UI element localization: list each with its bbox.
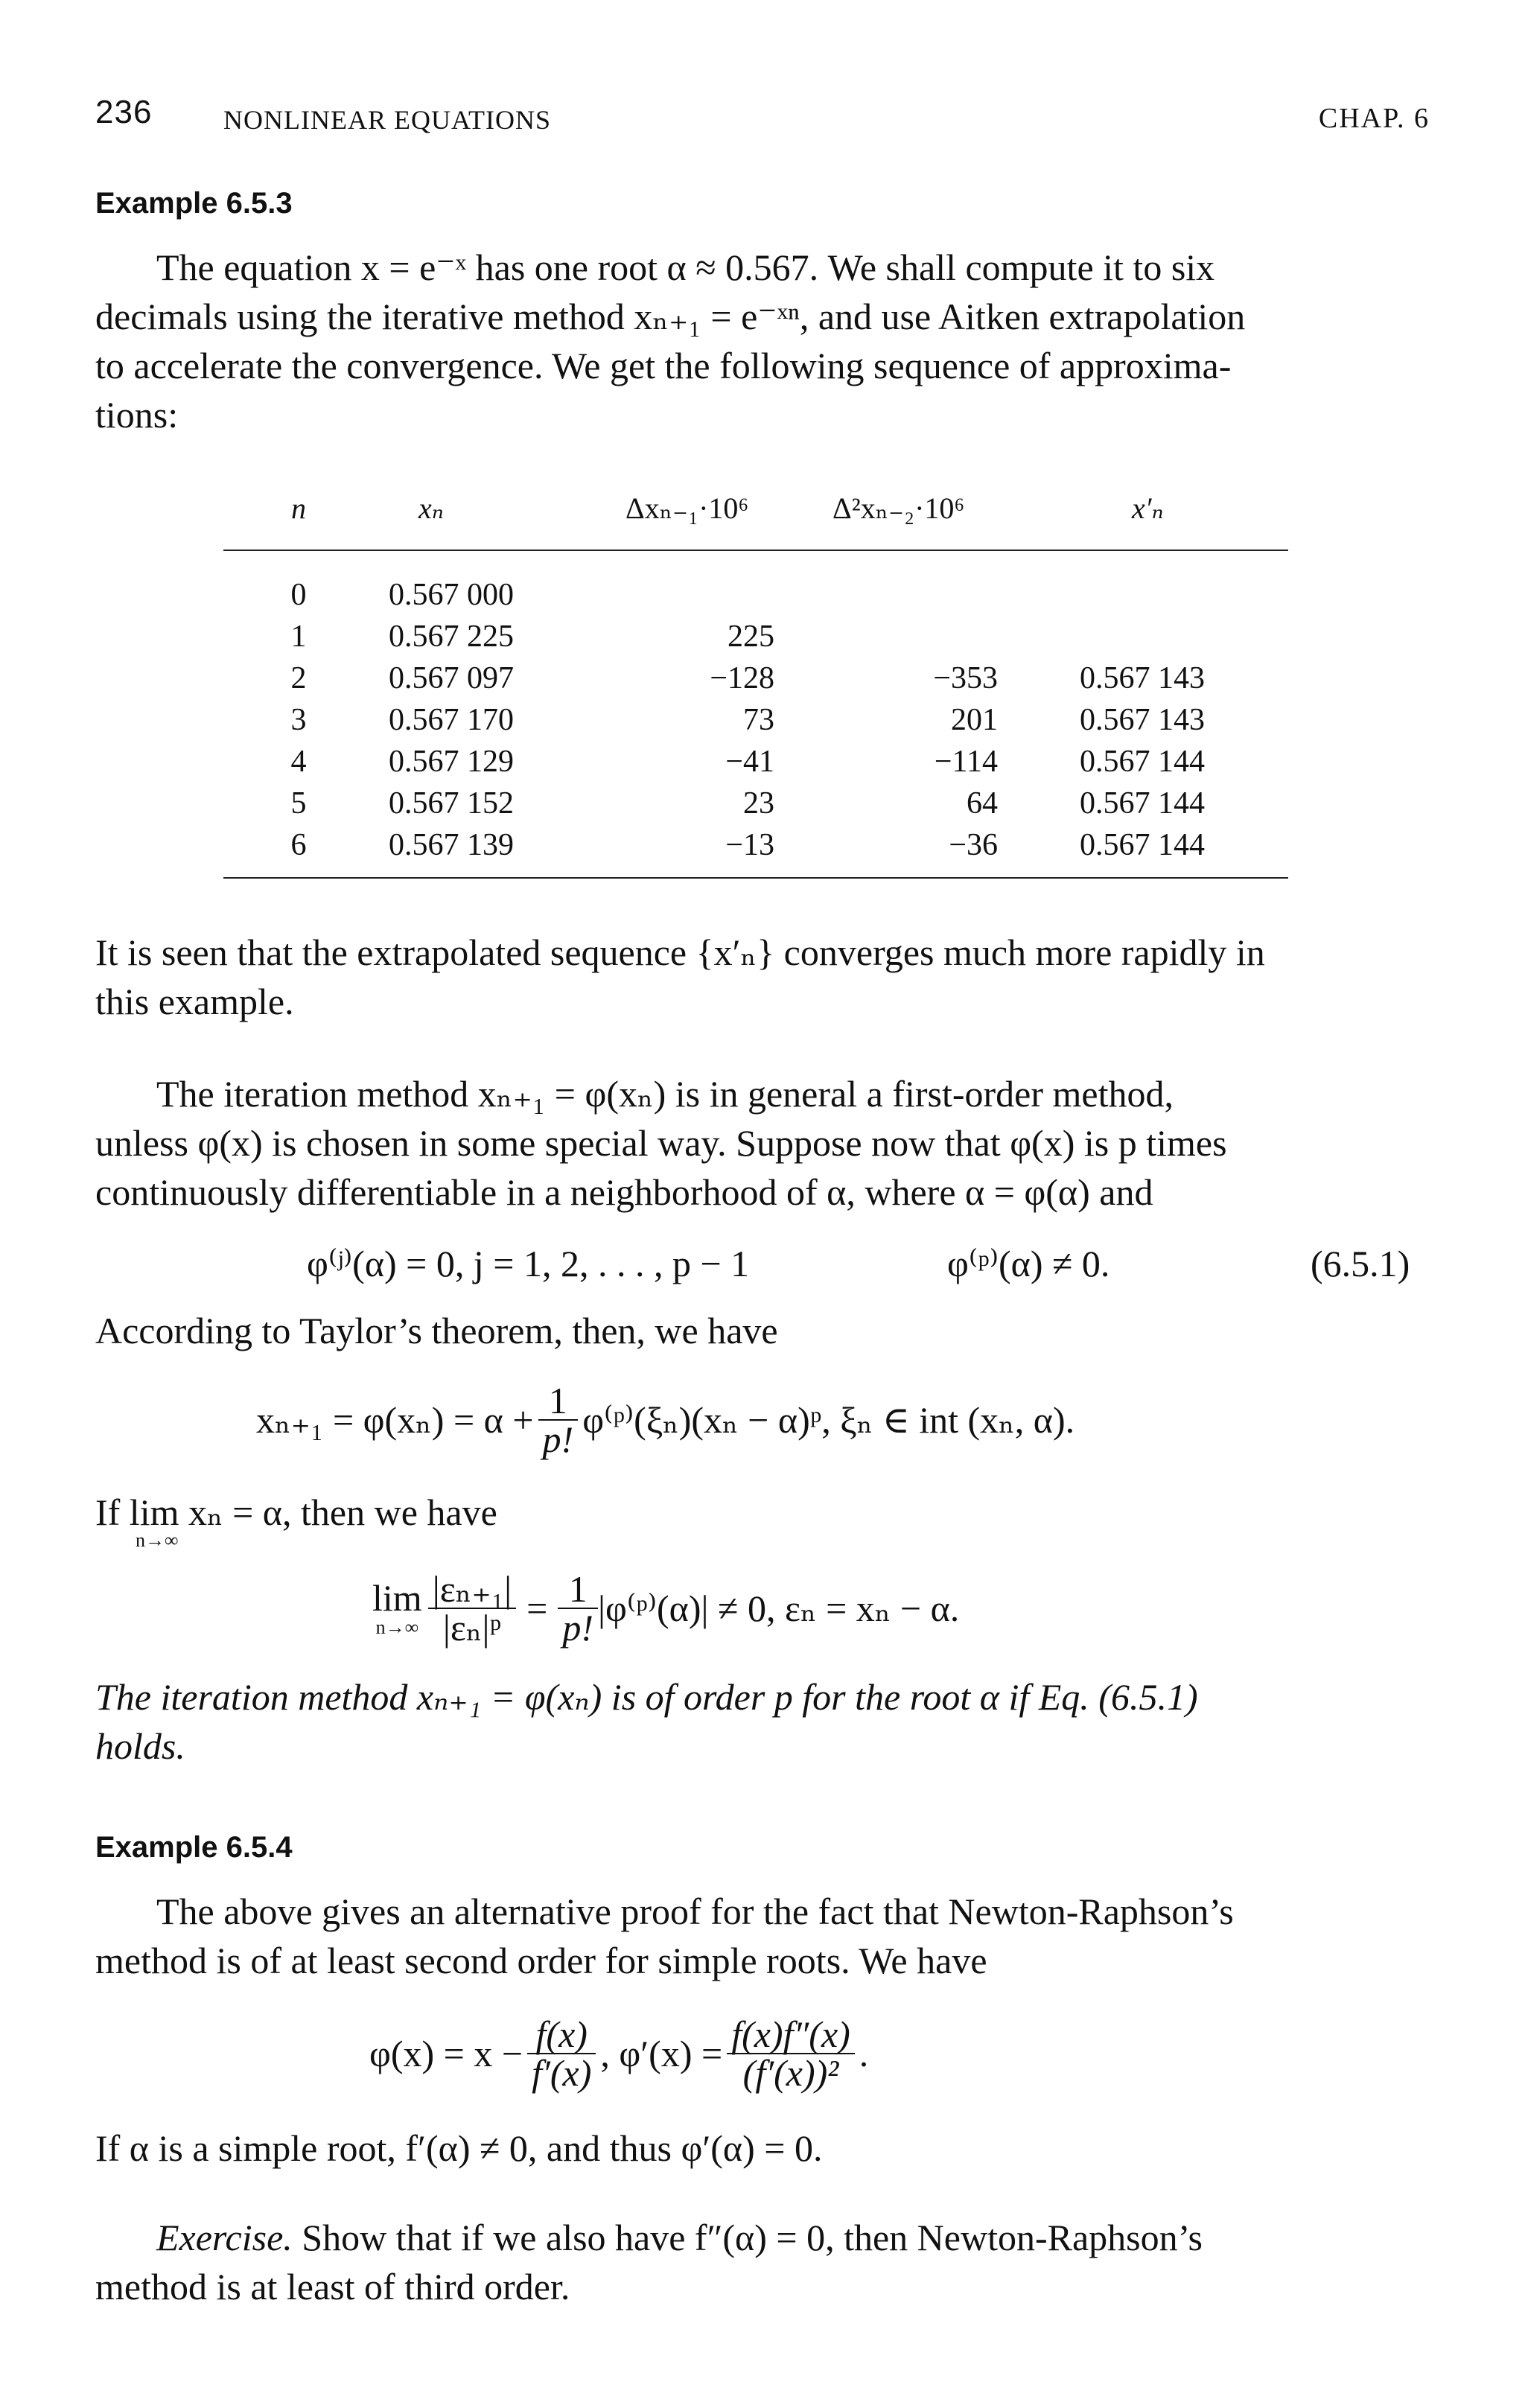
cell-xn: 0.567 129: [389, 745, 514, 779]
simple-root-conclusion: If α is a simple root, f′(α) ≠ 0, and thus φ′(α) = 0.: [95, 2127, 823, 2169]
header-xprime: x′ₙ: [1132, 491, 1164, 525]
exercise-text-1: Show that if we also have f″(α) = 0, then Newton-Raphson’s: [302, 2217, 1203, 2258]
newton-fraction-2: [727, 2013, 855, 2094]
cell-delta2: −114: [934, 745, 998, 779]
newton-fraction-1: [527, 2013, 596, 2094]
example-654-line-1: The above gives an alternative proof for the fact that Newton-Raphson’s: [156, 1891, 1234, 1932]
cell-delta: 225: [728, 619, 774, 654]
header-delta2: Δ²xₙ₋₂·10⁶: [832, 491, 965, 525]
cell-n: 2: [290, 661, 307, 695]
cell-delta: 73: [743, 703, 774, 737]
cell-delta2: 201: [951, 703, 998, 737]
header-xn: xₙ: [418, 491, 444, 525]
table-row: [223, 737, 1288, 779]
cell-xn: 0.567 170: [389, 703, 514, 737]
cell-delta2: −36: [949, 828, 998, 862]
lim-label: lim: [372, 1577, 422, 1619]
taylor-fraction: [538, 1382, 579, 1458]
newton-frac1-den: f′(x): [532, 2052, 592, 2094]
newton-eq-lhs: φ(x) = x −: [369, 2033, 523, 2074]
newton-eq-end: .: [859, 2033, 869, 2074]
intro-line-1: The equation x = e⁻ˣ has one root α ≈ 0.567. We shall compute it to six: [156, 246, 1215, 288]
cell-n: 4: [290, 745, 307, 779]
cell-n: 6: [290, 828, 307, 862]
newton-eq-mid: , φ′(x) =: [600, 2033, 723, 2074]
example-654-line-2: method is of at least second order for simple roots. We have: [95, 1940, 987, 1981]
taylor-frac-num: 1: [538, 1382, 579, 1421]
cell-xprime: 0.567 143: [1080, 703, 1205, 737]
cell-xn: 0.567 000: [389, 578, 514, 612]
cell-delta: 23: [743, 786, 774, 821]
table-row: [223, 821, 1288, 862]
cell-n: 5: [290, 786, 307, 821]
exercise-line-1: [156, 2213, 1424, 2262]
table-row: [223, 779, 1288, 821]
theorem-line-1: The iteration method xₙ₊₁ = φ(xₙ) is of order p for the root α if Eq. (6.5.1): [95, 1676, 1198, 1718]
cell-n: 3: [290, 703, 307, 737]
intro-line-2: decimals using the iterative method xₙ₊₁ = e⁻ˣⁿ, and use Aitken extrapolation: [95, 296, 1246, 337]
example-6-5-4-heading: Example 6.5.4: [95, 1831, 293, 1864]
iteration-line-1: The iteration method xₙ₊₁ = φ(xₙ) is in general a first-order method,: [156, 1073, 1174, 1115]
lim-eq-right: |φ⁽ᵖ⁾(α)| ≠ 0, εₙ = xₙ − α.: [598, 1587, 960, 1629]
table-top-rule: [223, 550, 1288, 551]
lim-fraction: [428, 1568, 516, 1649]
iteration-line-2: unless φ(x) is chosen in some special way. Suppose now that φ(x) is p times: [95, 1122, 1227, 1164]
aitken-table: [223, 484, 1288, 862]
after-table-line-2: this example.: [95, 981, 294, 1022]
taylor-intro-line: According to Taylor’s theorem, then, we have: [95, 1310, 778, 1351]
cell-delta: −13: [725, 828, 774, 862]
lim-frac2-num: 1: [558, 1570, 598, 1609]
cell-delta2: 64: [967, 786, 998, 821]
limit-line-text: If lim xₙ = α, then we have: [95, 1491, 497, 1533]
table-row: [223, 612, 1288, 654]
exercise-label: Exercise.: [156, 2217, 293, 2258]
exercise-line-2: method is at least of third order.: [95, 2266, 570, 2307]
page-number: 236: [95, 94, 153, 130]
table-row: [223, 695, 1288, 737]
table-bottom-rule: [223, 877, 1288, 879]
lim-operator: [372, 1579, 422, 1638]
table-header: [223, 484, 1288, 544]
theorem-line-2: holds.: [95, 1725, 185, 1767]
taylor-equation: [256, 1379, 1074, 1461]
taylor-frac-den: p!: [542, 1418, 574, 1460]
header-n: n: [291, 491, 306, 525]
cell-xprime: 0.567 144: [1080, 786, 1205, 821]
cell-n: 1: [290, 619, 307, 654]
cell-xn: 0.567 225: [389, 619, 514, 654]
equation-6-5-1-right: φ⁽ᵖ⁾(α) ≠ 0.: [947, 1243, 1110, 1284]
intro-line-4: tions:: [95, 394, 179, 436]
newton-frac2-den: (f′(x))²: [742, 2052, 839, 2094]
cell-xn: 0.567 139: [389, 828, 514, 862]
taylor-eq-right: φ⁽ᵖ⁾(ξₙ)(xₙ − α)ᵖ, ξₙ ∈ int (xₙ, α).: [582, 1399, 1075, 1441]
cell-delta2: −353: [933, 661, 998, 695]
taylor-eq-left: xₙ₊₁ = φ(xₙ) = α +: [256, 1399, 534, 1441]
intro-line-3: to accelerate the convergence. We get the following sequence of approxima-: [95, 345, 1232, 386]
lim-subscript: n→∞: [375, 1617, 419, 1638]
limit-line-subscript: n→∞: [136, 1529, 179, 1551]
cell-xn: 0.567 152: [389, 786, 514, 821]
limit-equation: [372, 1564, 959, 1653]
cell-xn: 0.567 097: [389, 661, 514, 695]
limit-line: [95, 1488, 1424, 1537]
cell-xprime: 0.567 144: [1080, 828, 1205, 862]
cell-delta: −41: [725, 745, 774, 779]
table-row: [223, 654, 1288, 695]
cell-xprime: 0.567 144: [1080, 745, 1205, 779]
running-title: NONLINEAR EQUATIONS: [223, 105, 551, 135]
lim-frac2-den: p!: [562, 1607, 594, 1649]
equation-6-5-1-left: φ⁽ʲ⁾(α) = 0, j = 1, 2, . . . , p − 1: [307, 1243, 750, 1284]
after-table-line-1: It is seen that the extrapolated sequence {x′ₙ} converges much more rapidly in: [95, 931, 1265, 973]
newton-frac1-num: f(x): [527, 2016, 596, 2054]
lim-frac-den: |εₙ|ᵖ: [442, 1607, 502, 1649]
newton-frac2-num: f(x)f″(x): [727, 2016, 855, 2054]
header-delta: Δxₙ₋₁·10⁶: [625, 491, 749, 525]
newton-phi-equation: [369, 2007, 868, 2100]
example-6-5-3-heading: Example 6.5.3: [95, 187, 293, 220]
cell-delta: −128: [710, 661, 774, 695]
cell-xprime: 0.567 143: [1080, 661, 1205, 695]
table-row: [223, 570, 1288, 612]
cell-n: 0: [290, 578, 307, 612]
running-head: [95, 88, 1430, 140]
equation-number-6-5-1: (6.5.1): [1311, 1243, 1410, 1284]
lim-frac-num: |εₙ₊₁|: [428, 1570, 516, 1609]
lim-fraction-2: [558, 1568, 598, 1649]
iteration-line-3: continuously differentiable in a neighborhood of α, where α = φ(α) and: [95, 1171, 1153, 1213]
lim-equals: =: [526, 1587, 548, 1629]
chapter-label: CHAP. 6: [1318, 103, 1430, 134]
